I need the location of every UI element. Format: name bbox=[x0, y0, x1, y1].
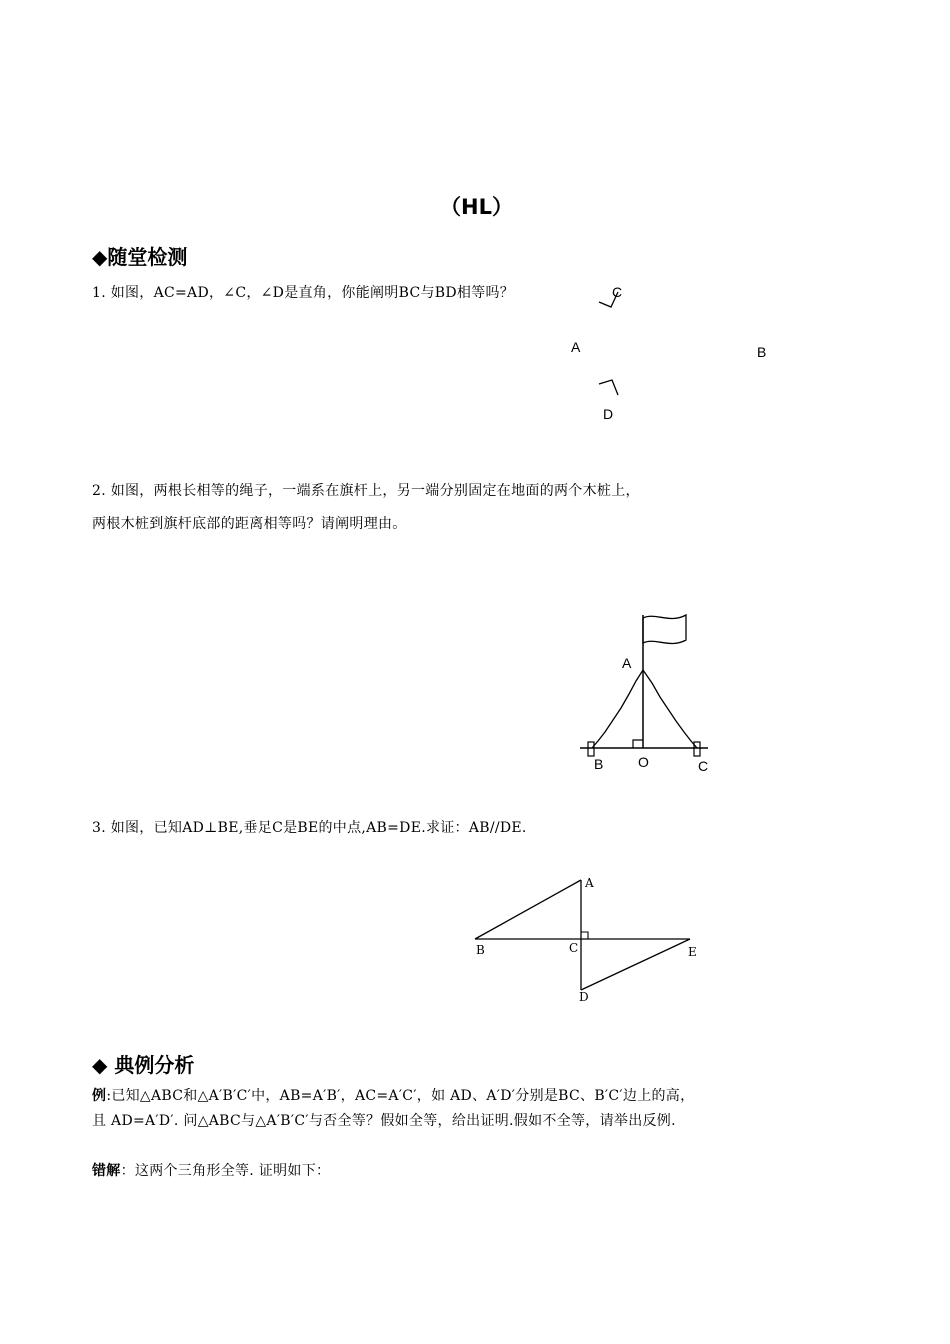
example-line-1 bbox=[92, 1085, 694, 1105]
question-2-line-1: 2. 如图，两根长相等的绳子，一端系在旗杆上，另一端分别固定在地面的两个木桩上， bbox=[92, 483, 640, 499]
page-title: （HL） bbox=[440, 195, 513, 219]
fig2-label-o: O bbox=[638, 754, 649, 770]
wrong-solution-line bbox=[92, 1160, 330, 1180]
section-heading-examples bbox=[92, 1049, 194, 1078]
section-heading-text: 典例分析 bbox=[114, 1053, 195, 1077]
fig3-label-b: B bbox=[476, 943, 485, 957]
fig3-label-d: D bbox=[579, 990, 589, 1004]
question-3-text-content: 3. 如图，已知AD⊥BE,垂足C是BE的中点,AB=DE.求证：AB//DE. bbox=[92, 820, 527, 836]
fig1-label-a: A bbox=[571, 339, 581, 355]
question-1-text: 1. 如图，AC=AD，∠C，∠D是直角，你能阐明BC与BD相等吗？ bbox=[92, 285, 515, 301]
example-line-2: 且 AD=A′D′. 问△ABC与△A′B′C′与否全等？假如全等，给出证明.假如不全等，请举出反例. bbox=[92, 1113, 676, 1129]
fig3-label-c: C bbox=[569, 941, 579, 955]
question-2-line-2: 两根木桩到旗杆底部的距离相等吗？请阐明理由。 bbox=[92, 516, 407, 532]
example-label: 例 bbox=[92, 1088, 107, 1104]
fig1-label-b: B bbox=[757, 344, 767, 360]
wrong-solution-label: 错解 bbox=[92, 1163, 121, 1179]
section-heading-text: 随堂检测 bbox=[107, 245, 188, 269]
fig2-label-c: C bbox=[698, 758, 709, 774]
fig3-label-a: A bbox=[585, 876, 594, 890]
fig3-label-e: E bbox=[688, 945, 697, 959]
diamond-bullet-icon: ◆ bbox=[92, 245, 108, 269]
fig2-label-a: A bbox=[622, 655, 632, 671]
fig1-label-d: D bbox=[603, 406, 614, 422]
diamond-bullet-icon: ◆ bbox=[92, 1053, 108, 1077]
fig2-label-b: B bbox=[594, 756, 604, 772]
wrong-solution-text: ：这两个三角形全等. 证明如下： bbox=[120, 1163, 331, 1179]
example-line-1-text: :已知△ABC和△A′B′C′中，AB=A′B′，AC=A′C′，如 AD、A′D′分别是BC、B′C′边上的高， bbox=[106, 1088, 695, 1104]
fig1-label-c: C bbox=[612, 284, 623, 300]
